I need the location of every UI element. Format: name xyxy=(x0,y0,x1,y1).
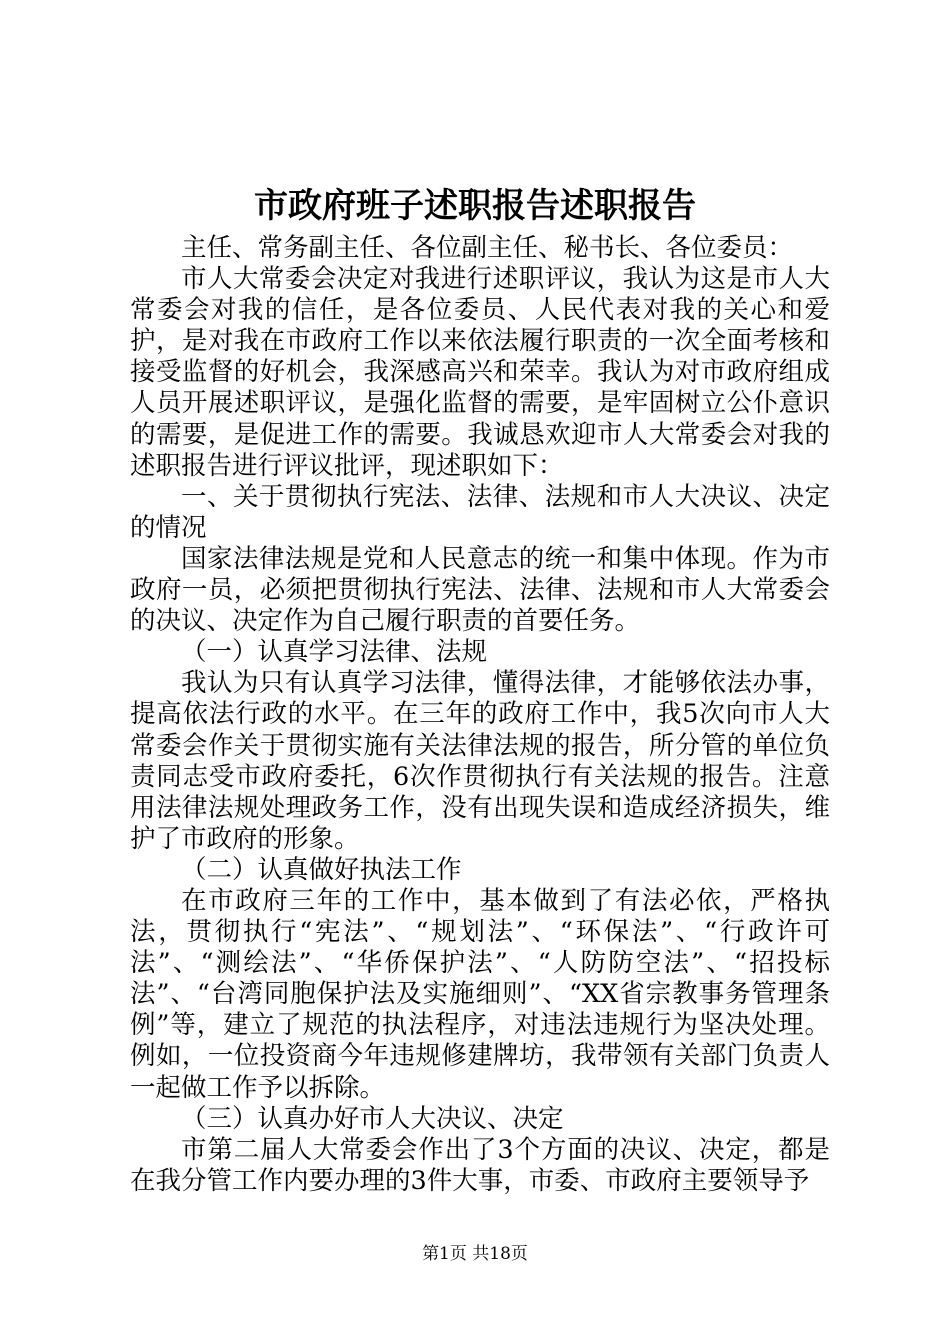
document-title: 市政府班子述职报告述职报告 xyxy=(254,186,696,226)
paragraph: 在市政府三年的工作中，基本做到了有法必依，严格执法，贯彻执行“宪法”、“规划法”、“环保法”、“行政许可法”、“测绘法”、“华侨保护法”、“人防防空法”、“招投标法”、“台湾同胞保护法及实施细则”、“XX省宗教事务管理条例”等，建立了规范的执法程序，对违法违规行为坚决处理。例如，一位投资商今年违规修建牌坊，我带领有关部门负责人一起做工作予以拆除。 xyxy=(130,885,830,1103)
paragraph: 市第二届人大常委会作出了3个方面的决议、决定，都是在我分管工作内要办理的3件大事，市委、市政府主要领导予 xyxy=(130,1134,830,1196)
paragraph-salutation: 主任、常务副主任、各位副主任、秘书长、各位委员： xyxy=(181,233,794,263)
subsection-heading-3: （三）认真办好市人大决议、决定 xyxy=(181,1103,564,1134)
paragraph-intro: 市人大常委会决定对我进行述职评议，我认为这是市人大常委会对我的信任，是各位委员、人民代表对我的关心和爱护，是对我在市政府工作以来依法履行职责的一次全面考核和接受监督的好机会，我深感高兴和荣幸。我认为对市政府组成人员开展述职评议，是强化监督的需要，是牢固树立公仆意识的需要，是促进工作的需要。我诚恳欢迎市人大常委会对我的述职报告进行评议批评，现述职如下： xyxy=(130,264,830,481)
paragraph: 我认为只有认真学习法律，懂得法律，才能够依法办事，提高依法行政的水平。在三年的政府工作中，我5次向市人大常委会作关于贯彻实施有关法律法规的报告，所分管的单位负责同志受市政府委托，6次作贯彻执行有关法规的报告。注意用法律法规处理政务工作，没有出现失误和造成经济损失，维护了市政府的形象。 xyxy=(130,668,830,854)
paragraph: 国家法律法规是党和人民意志的统一和集中体现。作为市政府一员，必须把贯彻执行宪法、法律、法规和市人大常委会的决议、决定作为自己履行职责的首要任务。 xyxy=(130,543,830,637)
section-heading-1: 一、关于贯彻执行宪法、法律、法规和市人大决议、决定的情况 xyxy=(130,481,830,543)
document-body xyxy=(130,233,830,1197)
page-number-footer: 第1页 共18页 xyxy=(422,1244,528,1264)
subsection-heading-1: （一）认真学习法律、法规 xyxy=(181,637,488,668)
subsection-heading-2: （二）认真做好执法工作 xyxy=(181,854,462,885)
